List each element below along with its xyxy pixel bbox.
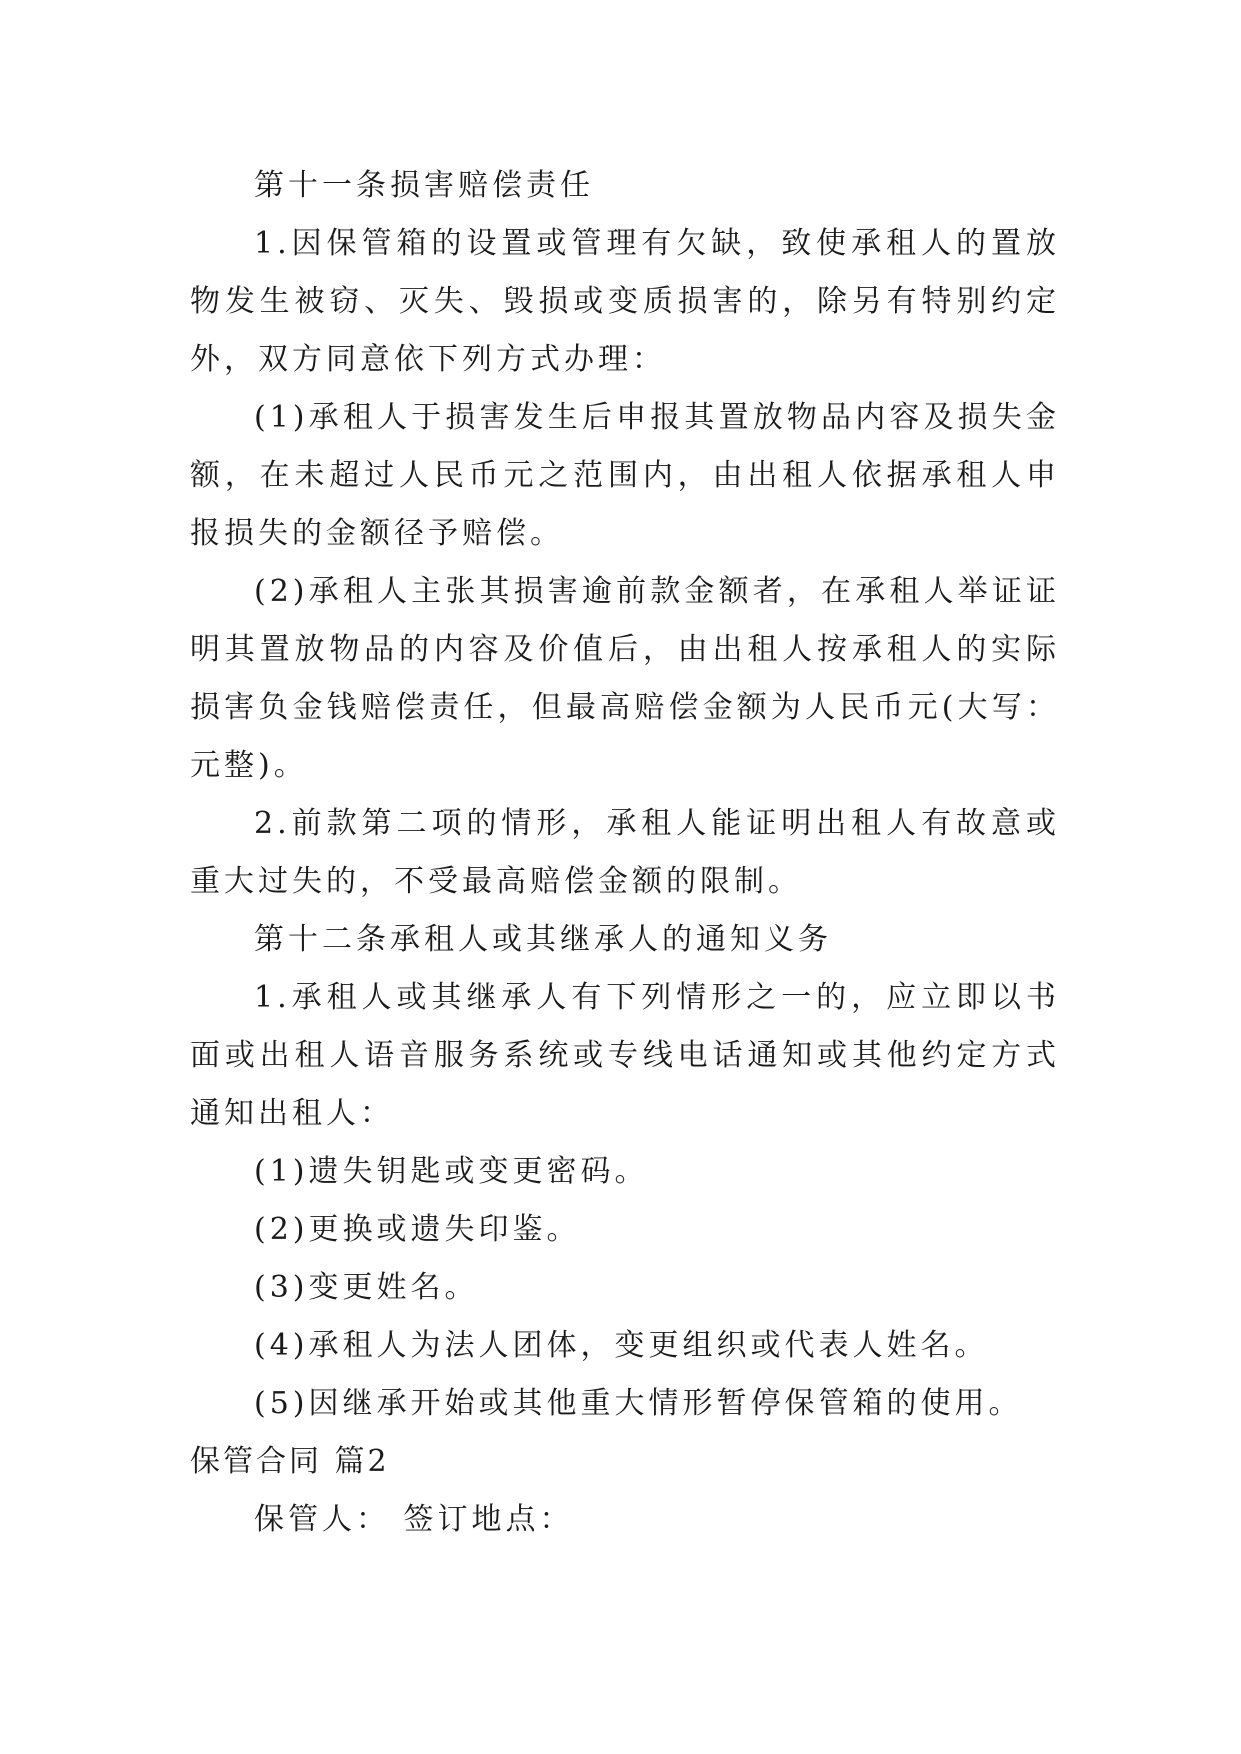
list-item: (1)遗失钥匙或变更密码。	[254, 1154, 649, 1189]
article-11-heading: 第十一条损害赔偿责任	[254, 168, 594, 203]
paragraph: (2)承租人主张其损害逾前款金额者，在承租人举证证明其置放物品的内容及价值后，由出租人按承租人的实际损害负金钱赔偿责任，但最高赔偿金额为人民币元(大写：元整)。	[190, 574, 1060, 783]
party-line: 保管人： 签订地点：	[254, 1502, 574, 1537]
chapter-heading: 保管合同 篇2	[190, 1444, 390, 1479]
paragraph: (1)承租人于损害发生后申报其置放物品内容及损失金额，在未超过人民币元之范围内，由出租人依据承租人申报损失的金额径予赔偿。	[190, 400, 1060, 551]
document-body	[190, 157, 1060, 1549]
article-12-heading: 第十二条承租人或其继承人的通知义务	[254, 922, 832, 957]
paragraph: 1.承租人或其继承人有下列情形之一的，应立即以书面或出租人语音服务系统或专线电话通知或其他约定方式通知出租人：	[190, 980, 1060, 1131]
paragraph: 1.因保管箱的设置或管理有欠缺，致使承租人的置放物发生被窃、灭失、毁损或变质损害的，除另有特别约定外，双方同意依下列方式办理：	[190, 226, 1060, 377]
list-item: (4)承租人为法人团体，变更组织或代表人姓名。	[254, 1328, 989, 1363]
list-item: (2)更换或遗失印鉴。	[254, 1212, 581, 1247]
paragraph: 2.前款第二项的情形，承租人能证明出租人有故意或重大过失的，不受最高赔偿金额的限制。	[190, 806, 1060, 899]
list-item: (3)变更姓名。	[254, 1270, 479, 1305]
list-item: (5)因继承开始或其他重大情形暂停保管箱的使用。	[254, 1386, 1023, 1421]
